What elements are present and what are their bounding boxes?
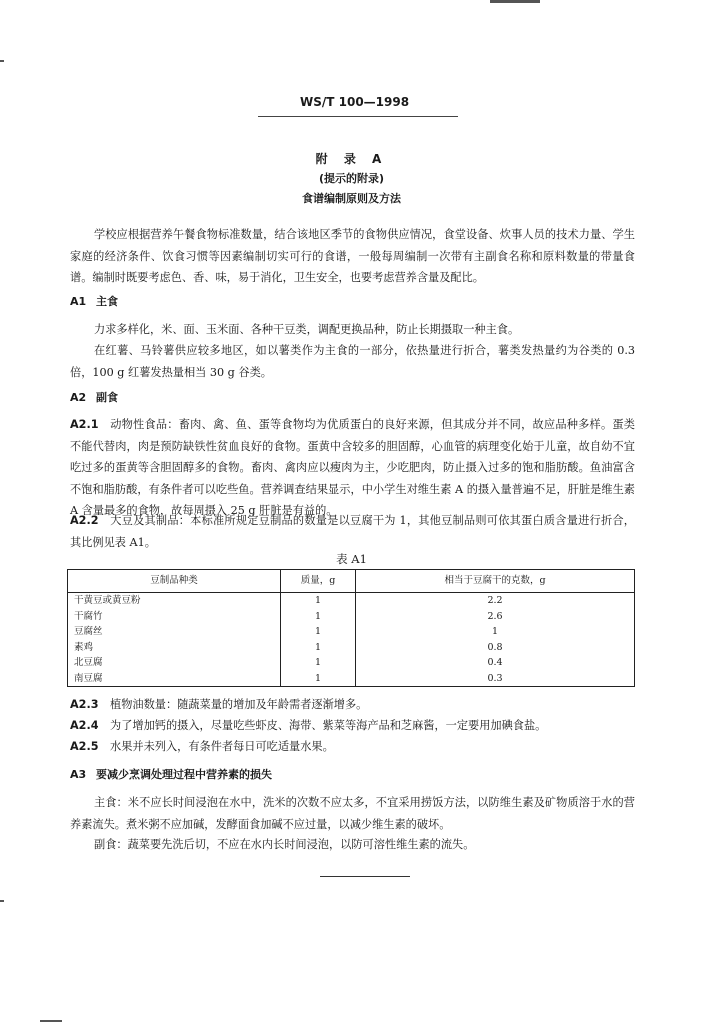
section-a1-p1: 力求多样化，米、面、玉米面、各种干豆类，调配更换品种，防止长期摄取一种主食。 [94,323,520,336]
section-number: A2 [70,391,87,404]
table-cell: 1 [281,671,356,687]
table-row [68,609,635,625]
header-cell: 豆制品种类 [68,570,281,593]
table-row [68,655,635,671]
scan-mark [0,900,4,902]
appendix-name: 食谱编制原则及方法 [302,192,401,205]
table-cell: 豆腐丝 [68,624,281,640]
item-number: A2.5 [70,740,99,753]
table-row [68,593,635,609]
item-text: 为了增加钙的摄入，尽量吃些虾皮、海带、紫菜等海产品和芝麻酱，一定要用加碘食盐。 [110,719,547,732]
section-number: A1 [70,295,87,308]
table-cell: 1 [281,593,356,609]
section-a3-p1: 主食：米不应长时间浸泡在水中，洗米的次数不应太多，不宜采用捞饭方法，以防维生素及矿物质溶于水的营养素流失。煮米粥不应加碱，发酵面食加碱不应过量，以减少维生素的破坏。 [70,796,635,831]
item-text: 大豆及其制品：本标准所规定豆制品的数量是以豆腐干为 1，其他豆制品则可依其蛋白质含量进行折合，其比例见表 A1。 [70,514,635,549]
section-a1-heading [70,293,118,309]
item-number: A2.2 [70,514,99,527]
table-cell: 1 [356,624,635,640]
header-cell: 相当于豆腐干的克数，g [356,570,635,593]
table-row [68,640,635,656]
table-row [68,624,635,640]
table-cell: 0.3 [356,671,635,687]
table-cell: 南豆腐 [68,671,281,687]
section-a2-heading [70,389,118,405]
item-text: 植物油数量：随蔬菜量的增加及年龄需者逐渐增多。 [110,698,368,711]
item-text: 动物性食品：畜肉、禽、鱼、蛋等食物均为优质蛋白的良好来源，但其成分并不同，故应品种多样。蛋类不能代替肉，肉是预防缺铁性贫血良好的食物。蛋黄中含较多的胆固醇，心血管的病理变化始于儿童，故自幼不宜吃过多的蛋黄等含胆固醇多的食物。畜肉、禽肉应以瘦肉为主，少吃肥肉，防止摄入过多的饱和脂肪酸。鱼油富含不饱和脂肪酸，有条件者可以吃些鱼。营养调查结果显示，中小学生对维生素 A 的摄入量普遍不足，肝脏是维生素 A 含量最多的食物，故每周摄入 25 g 肝脏是有益的。 [70,418,635,517]
section-a21 [70,414,635,522]
item-number: A2.3 [70,698,99,711]
table-cell: 0.4 [356,655,635,671]
standard-number: WS/T 100—1998 [300,95,410,109]
table-cell: 1 [281,609,356,625]
table-cell: 2.6 [356,609,635,625]
section-title: 副食 [96,391,118,404]
table-caption: 表 A1 [336,552,367,566]
scan-mark [40,1020,62,1022]
table-cell: 2.2 [356,593,635,609]
table-header-row [68,570,635,593]
appendix-title: 附 录 A [315,152,388,166]
item-text: 水果并未列入，有条件者每日可吃适量水果。 [110,740,334,753]
table-cell: 1 [281,655,356,671]
header-cell: 质量，g [281,570,356,593]
section-title: 主食 [96,295,118,308]
table-cell: 0.8 [356,640,635,656]
table-cell: 北豆腐 [68,655,281,671]
table-cell: 1 [281,624,356,640]
section-title: 要减少烹调处理过程中营养素的损失 [96,768,272,781]
end-rule [320,876,410,877]
scan-mark [490,0,540,3]
section-a1-p2: 在红薯、马铃薯供应较多地区，如以薯类作为主食的一部分，依热量进行折合，薯类发热量约为谷类的 0.3 倍，100 g 红薯发热量相当 30 g 谷类。 [70,344,635,379]
table-cell: 干黄豆或黄豆粉 [68,593,281,609]
scan-mark [0,60,4,62]
table-cell: 1 [281,640,356,656]
item-number: A2.4 [70,719,99,732]
intro-paragraph: 学校应根据营养午餐食物标准数量，结合该地区季节的食物供应情况，食堂设备、炊事人员的技术力量、学生家庭的经济条件、饮食习惯等因素编制切实可行的食谱，一般每周编制一次带有主副食名称和原料数量的带量食谱。编制时既要考虑色、香、味，易于消化，卫生安全，也要考虑营养含量及配比。 [70,228,635,284]
section-a25 [70,738,635,754]
item-number: A2.1 [70,418,99,431]
section-a3-p2: 副食：蔬菜要先洗后切，不应在水内长时间浸泡，以防可溶性维生素的流失。 [94,838,475,851]
table-a1 [67,569,635,687]
section-a3-heading [70,766,272,782]
section-a24 [70,717,635,733]
header-rule [258,116,458,117]
section-a22 [70,510,635,553]
appendix-subtitle: (提示的附录) [318,172,385,185]
section-a23 [70,696,635,712]
table-cell: 素鸡 [68,640,281,656]
table-row [68,671,635,687]
section-number: A3 [70,768,87,781]
table-cell: 干腐竹 [68,609,281,625]
